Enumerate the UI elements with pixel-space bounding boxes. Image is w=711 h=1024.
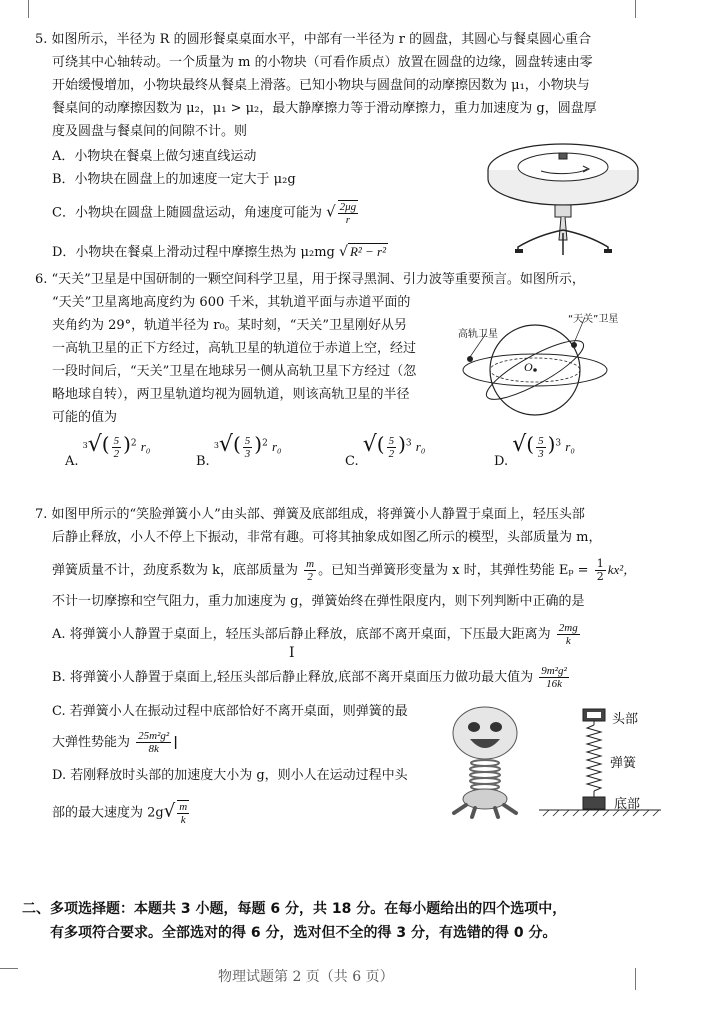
q5-option-d-text: D．小物块在餐桌上滑动过程中摩擦生热为 μ₂mg xyxy=(52,245,335,260)
section-2-line-1: 二、多项选择题：本题共 3 小题，每题 6 分，共 18 分。在每小题给出的四个选项中， xyxy=(22,901,567,917)
q7-option-d-root-den: k xyxy=(180,814,186,826)
q5-option-c: C．小物块在圆盘上随圆盘运动，角速度可能为 √ $\frac{2\mu g}{r}$ xyxy=(52,201,357,226)
q5-line-5: 度及圆盘与餐桌间的间隙不计。则 xyxy=(52,124,248,139)
orbit-label-high: 高轨卫星 xyxy=(458,329,498,340)
q7-line-3-b: 。已知当弹簧形变量为 x 时，其弹性势能 Eₚ = xyxy=(318,563,589,578)
q7-option-c-line-1: C. 若弹簧小人在振动过程中底部恰好不离开桌面，则弹簧的最 xyxy=(52,704,408,719)
q7-line-3 xyxy=(52,558,636,583)
q6-option-b-letter: B. xyxy=(196,454,210,469)
q5-line-2: 可绕其中心轴转动。一个质量为 m 的小物块（可看作质点）放置在圆盘的边缘，圆盘转速由零 xyxy=(52,55,593,70)
q7-line-2: 后静止释放，小人不停上下振动，非常有趣。可将其抽象成如图乙所示的模型，头部质量为 m， xyxy=(52,530,602,545)
q5-option-d-root: R² − r² xyxy=(349,244,387,259)
q6-line-4: 一高轨卫星的正下方经过，高轨卫星的轨道位于赤道上空，经过 xyxy=(52,341,417,356)
smiley-spring-toy-figure xyxy=(440,705,530,820)
q6-line-2: “天关”卫星离地高度约为 600 千米，其轨道平面与赤道平面的 xyxy=(52,295,411,310)
q6-option-c-r: r₀ xyxy=(415,439,426,454)
q6-option-a-index: 3 xyxy=(82,441,88,450)
text-cursor-icon: I xyxy=(289,645,295,661)
crop-mark-top-right xyxy=(635,0,636,18)
q6-option-b-index: 3 xyxy=(213,441,219,450)
q6-option-c-num: 5 xyxy=(388,435,395,447)
q5-line-1: 5. 如图所示，半径为 R 的圆形餐桌桌面水平，中部有一半径为 r 的圆盘，其圆心与餐桌圆心重合 xyxy=(35,32,592,47)
q5-option-c-text: C．小物块在圆盘上随圆盘运动，角速度可能为 xyxy=(52,205,322,221)
q7-option-a xyxy=(52,622,582,647)
q7-base-mass-num: m xyxy=(306,558,315,570)
spring-label-spring: 弹簧 xyxy=(610,756,637,771)
q6-line-6: 略地球自转），两卫星轨道均视为圆轨道，则该高轨卫星的半径 xyxy=(52,387,410,402)
q6-option-b-num: 5 xyxy=(244,435,251,447)
q6-option-a-r: r₀ xyxy=(140,439,151,454)
q6-option-a-num: 5 xyxy=(113,435,120,447)
q6-option-c-letter: C. xyxy=(345,454,359,469)
q7-base-mass-den: 2 xyxy=(307,571,313,583)
q6-line-7: 可能的值为 xyxy=(52,410,118,425)
q6-option-b-power: 2 xyxy=(262,438,268,449)
q6-option-d-num: 5 xyxy=(538,435,544,447)
q6-option-d-letter: D. xyxy=(494,454,509,469)
q7-option-d-line-1: D. 若刚释放时头部的加速度大小为 g，则小人在运动过程中头 xyxy=(52,768,408,783)
q6-option-b: B. $^3$√( $\frac{5}{3}$ )$^2$ r₀ xyxy=(196,432,282,469)
q5-option-c-den: r xyxy=(345,214,351,226)
q6-option-a-den: 2 xyxy=(113,448,120,460)
q6-option-c-den: 2 xyxy=(388,448,395,460)
q6-option-a-letter: A. xyxy=(65,454,79,469)
orbit-label-tianguan: “天关”卫星 xyxy=(568,314,619,325)
q7-half-den: 2 xyxy=(596,570,604,583)
q6-option-a-power: 2 xyxy=(130,438,137,449)
orbit-label-center: O xyxy=(524,360,533,374)
q7-option-c-num: 25m²g² xyxy=(138,730,170,742)
q5-line-3: 开始缓慢增加，小物块最终从餐桌上滑落。已知小物块与圆盘间的动摩擦因数为 μ₁，小物块与 xyxy=(52,78,590,93)
page-footer: 物理试题第 2 页（共 6 页） xyxy=(218,969,394,985)
q6-line-3: 夹角约为 29°，轨道半径为 r₀。某时刻，“天关”卫星刚好从另 xyxy=(52,318,408,333)
q7-option-b xyxy=(52,665,571,690)
crop-mark-bottom-right xyxy=(635,968,636,990)
spring-label-head: 头部 xyxy=(612,712,639,727)
q5-option-a: A．小物块在餐桌上做匀速直线运动 xyxy=(52,149,257,164)
q7-option-a-den: k xyxy=(565,635,571,647)
q6-line-1: 6. “天关”卫星是中国研制的一颗空间科学卫星，用于探寻黑洞、引力波等重要预言。如图所示， xyxy=(35,272,585,287)
q7-line-1: 7. 如图甲所示的“笑脸弹簧小人”由头部、弹簧及底部组成，将弹簧小人静置于桌面上，轻压头部 xyxy=(35,507,585,522)
q7-option-c-line-2: 大弹性势能为 $\frac{\text{25m²g²}}{8k}$ | xyxy=(52,730,178,755)
crop-mark-top-left xyxy=(28,0,29,18)
q6-option-c-power: 3 xyxy=(405,438,412,449)
q7-option-b-text: B. 将弹簧小人静置于桌面上,轻压头部后静止释放,底部不离开桌面压力做功最大值为 xyxy=(52,670,534,685)
q7-line-3-a: 弹簧质量不计，劲度系数为 k，底部质量为 xyxy=(52,563,299,578)
q7-option-c-den: 8k xyxy=(148,743,159,755)
q7-line-3-c: kx²， xyxy=(607,562,637,577)
spring-label-base: 底部 xyxy=(614,797,641,812)
q6-option-a: A. $^3$√( $\frac{5}{2}$ )$^2$ r₀ xyxy=(65,432,151,469)
q7-option-a-text: A. 将弹簧小人静置于桌面上，轻压头部后静止释放，底部不离开桌面，下压最大距离为 xyxy=(52,627,551,642)
q7-option-d-text: 部的最大速度为 2g xyxy=(52,805,164,821)
q7-option-b-num: 9m²g² xyxy=(541,665,567,677)
q5-option-c-num: 2μg xyxy=(339,201,357,213)
q6-option-b-r: r₀ xyxy=(271,439,282,454)
q6-line-5: 一段时间后，“天关”卫星在地球另一侧从高轨卫星下方经过（忽 xyxy=(52,364,417,379)
q6-option-d: D. √( $\frac{5}{3}$ )$^3$ r₀ xyxy=(494,432,575,469)
q6-option-d-r: r₀ xyxy=(565,439,575,454)
round-table-figure xyxy=(483,135,643,260)
q5-line-4: 餐桌间的动摩擦因数为 μ₂，μ₁ > μ₂，最大静摩擦力等于滑动摩擦力，重力加速度为 g，圆盘厚 xyxy=(52,101,597,116)
q7-option-c-text: 大弹性势能为 xyxy=(52,735,131,750)
q5-option-d: D．小物块在餐桌上滑动过程中摩擦生热为 μ₂mg √ R² − r² xyxy=(52,244,387,260)
q6-option-b-den: 3 xyxy=(244,448,251,460)
q7-option-a-num: 2mg xyxy=(558,622,578,634)
q6-option-d-power: 3 xyxy=(555,438,562,449)
crop-mark-bottom-left xyxy=(0,968,18,969)
section-2-line-2: 有多项符合要求。全部选对的得 6 分，选对但不全的得 3 分，有选错的得 0 分。 xyxy=(50,925,557,941)
q5-option-b: B．小物块在圆盘上的加速度一定大于 μ₂g xyxy=(52,172,296,187)
q6-option-d-den: 3 xyxy=(538,448,544,460)
q7-line-4: 不计一切摩擦和空气阻力，重力加速度为 g，弹簧始终在弹性限度内，则下列判断中正确的是 xyxy=(52,594,585,609)
q6-option-c: C. √( $\frac{5}{2}$ )$^3$ r₀ xyxy=(345,432,426,469)
q7-option-d-root-num: m xyxy=(179,801,188,813)
q7-half-num: 1 xyxy=(596,557,604,570)
q7-option-b-den: 16k xyxy=(546,678,562,690)
q7-option-d-line-2: 部的最大速度为 2g√ $\frac{m}{k}$ xyxy=(52,800,188,826)
spring-model-figure xyxy=(535,705,665,820)
